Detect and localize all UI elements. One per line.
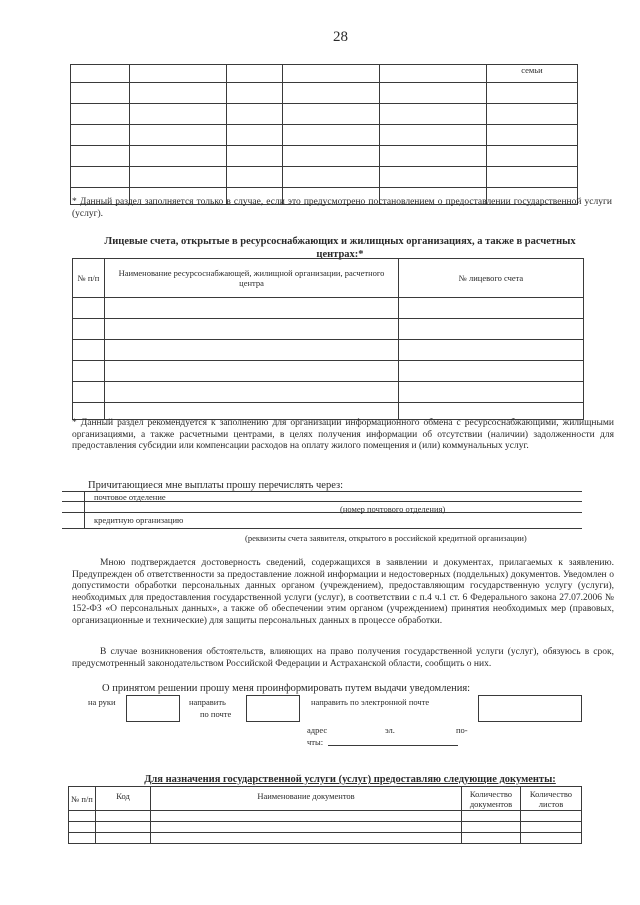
table-row: [71, 167, 578, 188]
column-header-qty-docs: Количество документов: [462, 787, 521, 811]
accounts-table: [72, 258, 584, 420]
column-header-num: № п/п: [73, 259, 105, 298]
post-office-hint: (номер почтового отделения): [340, 504, 446, 514]
notify-on-hands-checkbox[interactable]: [126, 695, 180, 722]
email-address-label-4: чты:: [307, 737, 324, 747]
declaration-paragraph-1: Мною подтверждается достоверность сведений, содержащихся в заявлении и документах, прилагаемых к заявлению. Предупрежден об ответственности за предоставление ложной информации и недостоверных (поддельных) документов. Уведомлен о допустимости обработки персональных данных органом (учреждением), предоставляющим государственную услугу (услуги), необходимых для предоставления государственной услуги (услуг), в соответствии с п.4 ч.1 ст. 6 Федерального закона 27.07.2006 № 152-ФЗ «О персональных данных», а также об обеспечении этим органом (учреждением) принятия необходимых мер (правовых, организационные и технические) для защиты персональных данных в процессе обработки.: [72, 558, 614, 626]
column-header-account: № лицевого счета: [399, 259, 584, 298]
table-row: [69, 811, 582, 822]
table-row: [73, 403, 584, 420]
table-row: [71, 83, 578, 104]
option-credit-org[interactable]: кредитную организацию: [94, 515, 184, 525]
page-number: 28: [333, 29, 348, 45]
accounts-title: Лицевые счета, открытые в ресурсоснабжающих и жилищных организациях, а также в расчетных: [104, 236, 576, 247]
payment-title: Причитающиеся мне выплаты прошу перечислять через:: [88, 480, 344, 491]
notify-title: О принятом решении прошу меня проинформировать путем выдачи уведомления:: [102, 683, 471, 694]
table-row: [71, 104, 578, 125]
documents-title: Для назначения государственной услуги (услуг) предоставляю следующие документы:: [144, 774, 556, 785]
table-row: [71, 125, 578, 146]
family-table-footnote: * Данный раздел заполняется только в случае, если это предусмотрено постановлением о предоставлении государственной услуги (услуг).: [72, 197, 612, 219]
column-header-code: Код: [96, 787, 151, 811]
notify-by-email-checkbox[interactable]: [478, 695, 582, 722]
declaration-paragraph-2: В случае возникновения обстоятельств, влияющих на право получения государственной услуги (услуг), обязуюсь в срок, предусмотренный законодательством Российской Федерации и Астраханской области, сообщить о них.: [72, 647, 614, 669]
table-row: [69, 822, 582, 833]
accounts-title-line2: центрах:*: [316, 249, 364, 260]
column-header: семьи: [487, 65, 578, 83]
column-header-num: № п/п: [69, 787, 96, 811]
email-address-line[interactable]: [328, 745, 458, 746]
table-row: [71, 146, 578, 167]
credit-org-hint: (реквизиты счета заявителя, открытого в российской кредитной организации): [245, 533, 527, 543]
table-cell: [71, 65, 130, 83]
notify-by-post-checkbox[interactable]: [246, 695, 300, 722]
column-header-qty-sheets: Количество листов: [521, 787, 582, 811]
family-table: [70, 64, 578, 205]
email-address-label-3: по-: [456, 725, 468, 735]
table-row: [73, 298, 584, 319]
notify-by-post-label: направить: [189, 697, 226, 707]
notify-by-email-label: направить по электронной почте: [311, 697, 430, 707]
email-address-label: адрес: [307, 725, 328, 735]
table-row: [73, 319, 584, 340]
table-cell: [283, 65, 380, 83]
documents-table: [68, 786, 582, 844]
table-cell: [227, 65, 283, 83]
column-header-name: Наименование ресурсоснабжающей, жилищной организации, расчетного центра: [105, 259, 399, 298]
notify-by-post-label-2: по почте: [200, 709, 232, 719]
notify-on-hands-label: на руки: [88, 697, 116, 707]
accounts-footnote: * Данный раздел рекомендуется к заполнению для организации информационного обмена с ресурсоснабжающими, жилищными организациями, а также расчетными центрами, в целях получения информации об отсутствии (наличии) задолженности для предоставления субсидии или компенсации расходов на оплату жилого помещения и (или) коммунальных услуг.: [72, 418, 614, 452]
column-header-name: Наименование документов: [151, 787, 462, 811]
table-cell: [130, 65, 227, 83]
option-post-office[interactable]: почтовое отделение: [94, 492, 166, 502]
table-row: [73, 382, 584, 403]
table-row: [73, 361, 584, 382]
email-address-label-2: эл.: [385, 725, 395, 735]
table-row: [73, 340, 584, 361]
table-row: [69, 833, 582, 844]
table-cell: [380, 65, 487, 83]
